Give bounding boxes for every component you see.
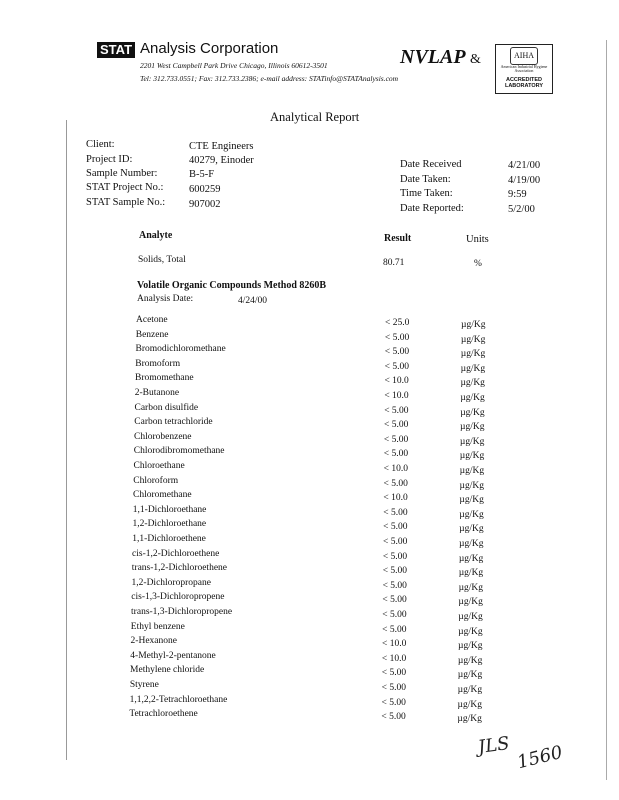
analyte-units: µg/Kg <box>458 612 483 622</box>
sample-number-label: Sample Number: <box>86 168 158 179</box>
analyte-result: < 5.00 <box>383 507 408 518</box>
analyte-units: µg/Kg <box>458 626 483 637</box>
date-reported-value: 5/2/00 <box>508 204 535 215</box>
analyte-units: µg/Kg <box>461 320 486 330</box>
analyte-units: µg/Kg <box>460 349 486 360</box>
aiha-seal-icon: AIHA <box>510 47 538 65</box>
analyte-units: µg/Kg <box>459 524 484 535</box>
analyte-units: µg/Kg <box>457 655 483 666</box>
analyte-result: < 5.00 <box>383 478 408 489</box>
nvlap-logo: NVLAP <box>400 46 466 68</box>
analyte-units: µg/Kg <box>460 363 486 374</box>
analyte-units: µg/Kg <box>458 553 484 564</box>
project-id-label: Project ID: <box>86 154 133 165</box>
company-name: Analysis Corporation <box>140 40 279 57</box>
solids-units: % <box>474 259 482 269</box>
scan-edge-right <box>606 40 607 780</box>
analyte-name: Chloroethane <box>133 461 185 471</box>
analyte-units: µg/Kg <box>460 422 485 433</box>
analyte-result: < 10.0 <box>384 376 409 387</box>
analyte-name: Ethyl benzene <box>130 621 185 632</box>
analyte-name: Chloromethane <box>133 490 192 501</box>
stat-logo-box: STAT <box>97 42 135 58</box>
client-value: CTE Engineers <box>189 141 254 152</box>
analyte-name: 1,1-Dichloroethane <box>132 504 207 515</box>
analyte-result: < 5.00 <box>381 712 406 723</box>
aiha-accreditation-logo <box>495 44 553 94</box>
analyte-name: Chlorodibromomethane <box>133 446 225 457</box>
date-taken-value: 4/19/00 <box>508 175 541 186</box>
analyte-result: < 5.00 <box>384 347 410 358</box>
analyte-name: Carbon disulfide <box>134 402 199 413</box>
analyte-result: < 5.00 <box>382 610 407 620</box>
project-id-value: 40279, Einoder <box>189 155 254 166</box>
analyte-header: Analyte <box>139 230 173 241</box>
result-header: Result <box>384 233 412 244</box>
analyte-units: µg/Kg <box>457 714 482 725</box>
report-title: Analytical Report <box>270 110 360 124</box>
analyte-result: < 5.00 <box>382 537 408 547</box>
analyte-name: trans-1,3-Dichloropropene <box>131 607 233 617</box>
sample-number-value: B-5-F <box>189 169 215 180</box>
analyte-result: < 25.0 <box>385 318 410 328</box>
handwritten-initials: JLS <box>476 732 511 759</box>
solids-result: 80.71 <box>383 258 405 268</box>
solids-name: Solids, Total <box>138 255 186 265</box>
time-taken-value: 9:59 <box>508 189 527 200</box>
analysis-date-label: Analysis Date: <box>137 294 194 304</box>
analyte-result: < 5.00 <box>383 449 409 460</box>
analyte-units: µg/Kg <box>460 334 486 345</box>
analyte-name: trans-1,2-Dichloroethene <box>131 563 228 574</box>
ampersand: & <box>470 52 481 67</box>
analyte-name: 1,1-Dichloroethene <box>132 534 206 544</box>
company-address: 2201 West Campbell Park Drive Chicago, Illinois 60612-3501 <box>140 61 328 70</box>
analyte-result: < 5.00 <box>384 361 409 372</box>
analyte-result: < 5.00 <box>383 522 408 533</box>
analyte-result: < 5.00 <box>384 332 410 343</box>
analyte-name: Chlorobenzene <box>134 431 192 442</box>
analyte-units: µg/Kg <box>457 699 482 710</box>
stat-sample-label: STAT Sample No.: <box>86 197 166 208</box>
date-received-label: Date Received <box>400 159 462 170</box>
date-received-value: 4/21/00 <box>508 160 541 171</box>
analyte-result: < 5.00 <box>382 551 408 562</box>
analyte-name: 1,1,2,2-Tetrachloroethane <box>129 694 228 705</box>
analyte-name: 4-Methyl-2-pentanone <box>130 650 216 661</box>
analyte-result: < 5.00 <box>382 580 407 591</box>
analyte-result: < 5.00 <box>381 697 406 708</box>
scan-edge-left <box>66 120 67 760</box>
analyte-result: < 5.00 <box>382 595 407 606</box>
analyte-result: < 10.0 <box>383 493 408 504</box>
analyte-units: µg/Kg <box>459 495 484 506</box>
analyte-name: Styrene <box>129 680 159 690</box>
analyte-name: 2-Butanone <box>134 388 180 398</box>
analyte-units: µg/Kg <box>457 685 483 695</box>
analyte-result: < 5.00 <box>382 566 408 577</box>
date-reported-label: Date Reported: <box>400 203 464 214</box>
analyte-name: Bromoform <box>135 358 181 369</box>
analyte-result: < 5.00 <box>384 420 409 431</box>
analyte-name: Carbon tetrachloride <box>134 417 213 428</box>
analyte-units: µg/Kg <box>459 451 485 462</box>
analyte-name: cis-1,3-Dichloropropene <box>131 592 225 603</box>
analyte-result: < 5.00 <box>383 434 409 445</box>
analyte-result: < 5.00 <box>382 624 407 635</box>
company-contact: Tel: 312.733.0551; Fax: 312.733.2386; e-mail address: STATinfo@STATAnalysis.com <box>140 74 399 83</box>
aiha-accredited-text: ACCREDITED LABORATORY <box>504 77 544 89</box>
analyte-result: < 10.0 <box>383 464 408 474</box>
stat-project-value: 600259 <box>189 184 221 195</box>
analyte-units: µg/Kg <box>460 393 485 403</box>
analyte-name: Benzene <box>135 329 169 340</box>
units-header: Units <box>466 234 489 245</box>
analyte-name: cis-1,2-Dichloroethene <box>132 548 220 559</box>
analyte-result: < 10.0 <box>382 639 407 650</box>
stat-project-label: STAT Project No.: <box>86 182 164 193</box>
analyte-result: < 5.00 <box>384 405 409 416</box>
date-taken-label: Date Taken: <box>400 174 451 185</box>
time-taken-label: Time Taken: <box>400 188 453 199</box>
analyte-name: Acetone <box>136 315 168 325</box>
analyte-units: µg/Kg <box>458 539 484 549</box>
analyte-result: < 5.00 <box>381 668 407 679</box>
analyte-units: µg/Kg <box>457 670 483 681</box>
analyte-result: < 10.0 <box>384 391 409 401</box>
analyte-units: µg/Kg <box>459 436 485 447</box>
analyte-name: 2-Hexanone <box>130 636 177 647</box>
analyte-units: µg/Kg <box>458 568 484 579</box>
analyte-result: < 10.0 <box>381 653 407 664</box>
analyte-units: µg/Kg <box>459 466 485 476</box>
stat-sample-value: 907002 <box>189 199 221 210</box>
analyte-name: Bromomethane <box>135 373 194 384</box>
analyte-units: µg/Kg <box>458 582 484 593</box>
analyte-units: µg/Kg <box>459 480 484 491</box>
analyte-name: Tetrachloroethene <box>129 709 198 720</box>
method-heading: Volatile Organic Compounds Method 8260B <box>137 280 327 291</box>
analyte-name: 1,2-Dichloroethane <box>132 519 207 530</box>
analyte-name: Chloroform <box>133 475 179 486</box>
analyte-result: < 5.00 <box>381 683 406 693</box>
analyte-units: µg/Kg <box>460 378 485 389</box>
analyte-name: Bromodichloromethane <box>135 344 226 355</box>
analyte-name: 1,2-Dichloropropane <box>131 577 211 588</box>
analyte-units: µg/Kg <box>458 641 483 652</box>
analyte-units: µg/Kg <box>459 509 484 520</box>
analyte-units: µg/Kg <box>458 597 483 608</box>
analysis-date-value: 4/24/00 <box>238 296 268 306</box>
aiha-small-text: American Industrial Hygiene Association <box>500 64 548 73</box>
analyte-name: Methylene chloride <box>130 665 205 676</box>
client-label: Client: <box>86 139 115 150</box>
handwritten-number: 1560 <box>515 741 565 774</box>
analyte-units: µg/Kg <box>460 407 485 418</box>
